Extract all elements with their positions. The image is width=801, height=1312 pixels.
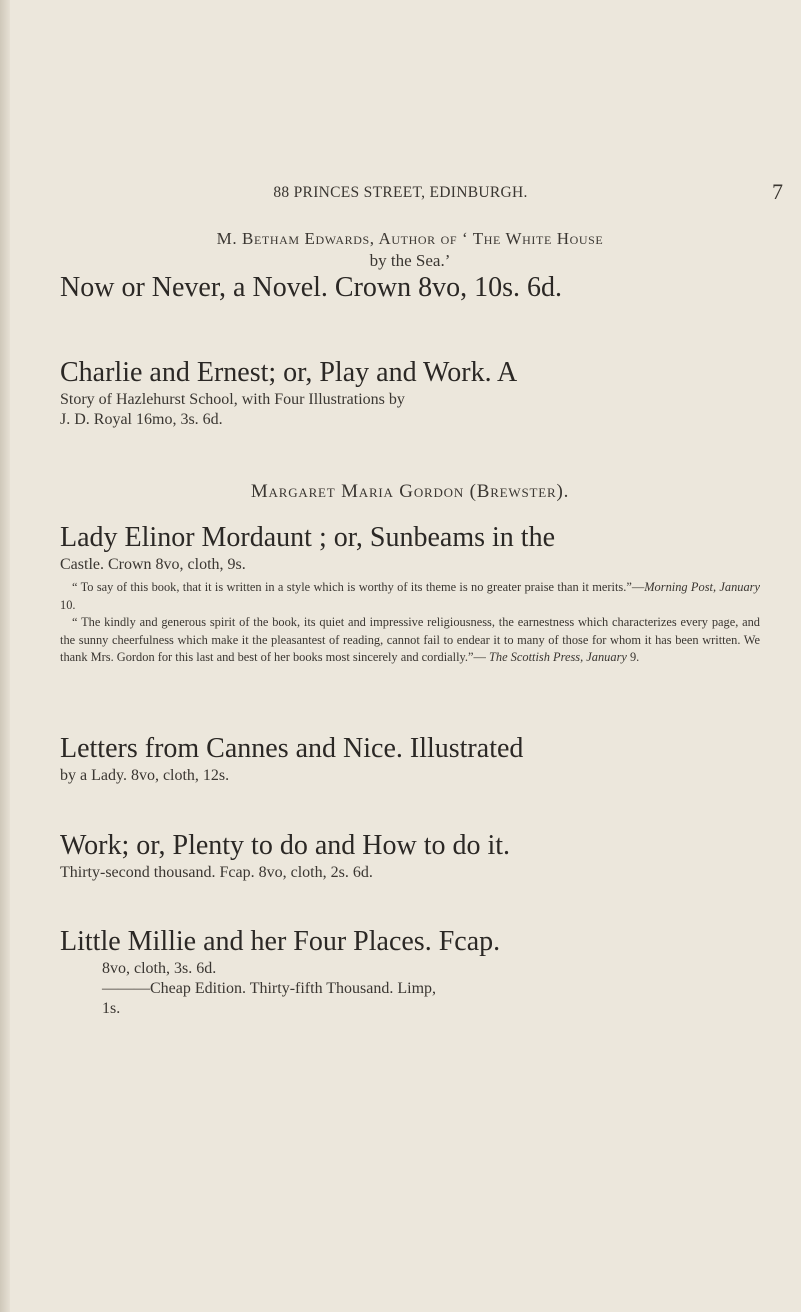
book-title: Now or Never, a Novel. Crown 8vo, 10s. 6d. [60, 272, 563, 303]
entry-letters-from-cannes [60, 732, 760, 786]
entry-work [60, 829, 760, 883]
book-title: Lady Elinor Mordaunt ; or, Sunbeams in the [60, 522, 556, 553]
review-quote: “ To say of this book, that it is written in a style which is worthy of its theme is no greater praise than it merits.”—Morning Post, January 10. [60, 580, 760, 612]
book-description: ———Cheap Edition. Thirty-fifth Thousand. Limp, [102, 980, 437, 997]
entry-charlie-and-ernest [60, 356, 760, 430]
book-title: Work; or, Plenty to do and How to do it. [60, 830, 511, 861]
author-line-2: by the Sea.’ [369, 251, 451, 270]
review-source: The Scottish Press, January [489, 650, 627, 664]
entry-now-or-never-title-wrap [60, 271, 760, 305]
book-description: Story of Hazlehurst School, with Four Illustrations by [60, 391, 405, 408]
book-description: 8vo, cloth, 3s. 6d. [102, 960, 217, 977]
book-title: Charlie and Ernest; or, Play and Work. A [60, 357, 518, 388]
author-heading: Margaret Maria Gordon (Brewster). [250, 481, 570, 502]
entry-little-millie [60, 925, 760, 1019]
book-title: Letters from Cannes and Nice. Illustrated [60, 733, 524, 764]
review-source: Morning Post, January [644, 580, 760, 594]
book-description: Thirty-second thousand. Fcap. 8vo, cloth, 2s. 6d. [60, 864, 373, 881]
book-description: J. D. Royal 16mo, 3s. 6d. [60, 411, 223, 428]
running-head: 88 PRINCES STREET, EDINBURGH. [273, 184, 528, 201]
book-description: by a Lady. 8vo, cloth, 12s. [60, 767, 230, 784]
entry-lady-elinor [60, 521, 760, 667]
book-description: Castle. Crown 8vo, cloth, 9s. [60, 556, 246, 573]
author-line: M. Betham Edwards, Author of ‘ The White House [216, 229, 604, 248]
book-description: 1s. [102, 1000, 121, 1017]
page-number: 7 [772, 179, 783, 204]
book-title: Little Millie and her Four Places. Fcap. [60, 926, 501, 957]
entry-now-or-never [60, 228, 760, 272]
review-quotes [60, 579, 760, 667]
entry-gordon-heading [60, 481, 760, 503]
review-quote: “ The kindly and generous spirit of the book, its quiet and impressive religiousness, the earnestness which characterizes every page, and the sunny cheerfulness which make it the pleasantest of reading, cannot fail to endear it to many of those for whom it has been written. We thank Mrs. Gordon for this last and best of her books most sincerely and cordially.”— The Scottish Press, January 9. [60, 615, 760, 664]
